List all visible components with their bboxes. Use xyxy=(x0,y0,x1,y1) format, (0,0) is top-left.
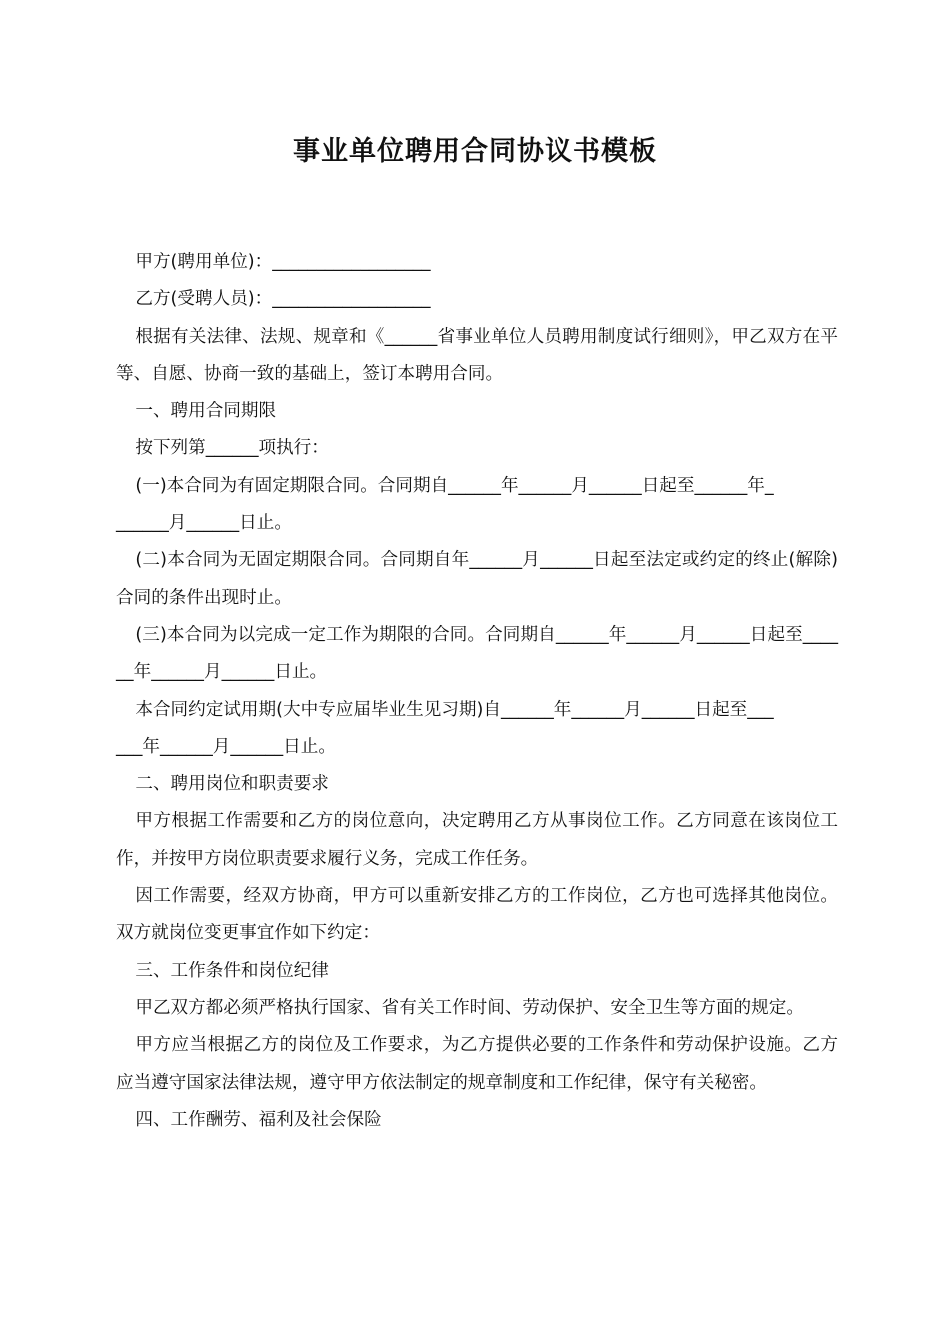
position-change-paragraph: 因工作需要，经双方协商，甲方可以重新安排乙方的工作岗位，乙方也可选择其他岗位。双方就岗位变更事宜作如下约定： xyxy=(116,886,838,944)
term-option-line: 按下列第______项执行： xyxy=(135,438,329,459)
probation-paragraph: 本合同约定试用期(大中专应届毕业生见习期)自______年______月______日起至___ ___年______月______日止。 xyxy=(116,699,774,757)
conditions-paragraph-2: 甲方应当根据乙方的岗位及工作要求，为乙方提供必要的工作条件和劳动保护设施。乙方应当遵守国家法律法规，遵守甲方依法制定的规章制度和工作纪律，保守有关秘密。 xyxy=(116,1035,838,1093)
term-option-open-ended: (二)本合同为无固定期限合同。合同期自年______月______日起至法定或约定的终止(解除)合同的条件出现时止。 xyxy=(116,550,838,608)
party-b-line: 乙方(受聘人员)：__________________ xyxy=(135,289,431,310)
party-a-line: 甲方(聘用单位)：__________________ xyxy=(135,252,431,272)
term-option-task-based: (三)本合同为以完成一定工作为期限的合同。合同期自______年______月______日起至______年______月______日止。 xyxy=(116,624,838,683)
term-option-fixed: (一)本合同为有固定期限合同。合同期自______年______月______日起至______年_ ______月______日止。 xyxy=(116,475,774,534)
position-paragraph: 甲方根据工作需要和乙方的岗位意向，决定聘用乙方从事岗位工作。乙方同意在该岗位工作，并按甲方岗位职责要求履行义务，完成工作任务。 xyxy=(116,811,838,869)
conditions-paragraph-1: 甲乙双方都必须严格执行国家、省有关工作时间、劳动保护、安全卫生等方面的规定。 xyxy=(135,997,804,1018)
document-title: 事业单位聘用合同协议书模板 xyxy=(293,136,657,167)
preamble-paragraph: 根据有关法律、法规、规章和《______省事业单位人员聘用制度试行细则》，甲乙双方在平等、自愿、协商一致的基础上，签订本聘用合同。 xyxy=(116,326,838,384)
section-heading-conditions: 三、工作条件和岗位纪律 xyxy=(135,960,329,981)
document-body xyxy=(116,244,838,1139)
section-heading-term: 一、聘用合同期限 xyxy=(135,401,277,422)
section-heading-compensation: 四、工作酬劳、福利及社会保险 xyxy=(135,1109,382,1130)
section-heading-position: 二、聘用岗位和职责要求 xyxy=(135,774,329,795)
